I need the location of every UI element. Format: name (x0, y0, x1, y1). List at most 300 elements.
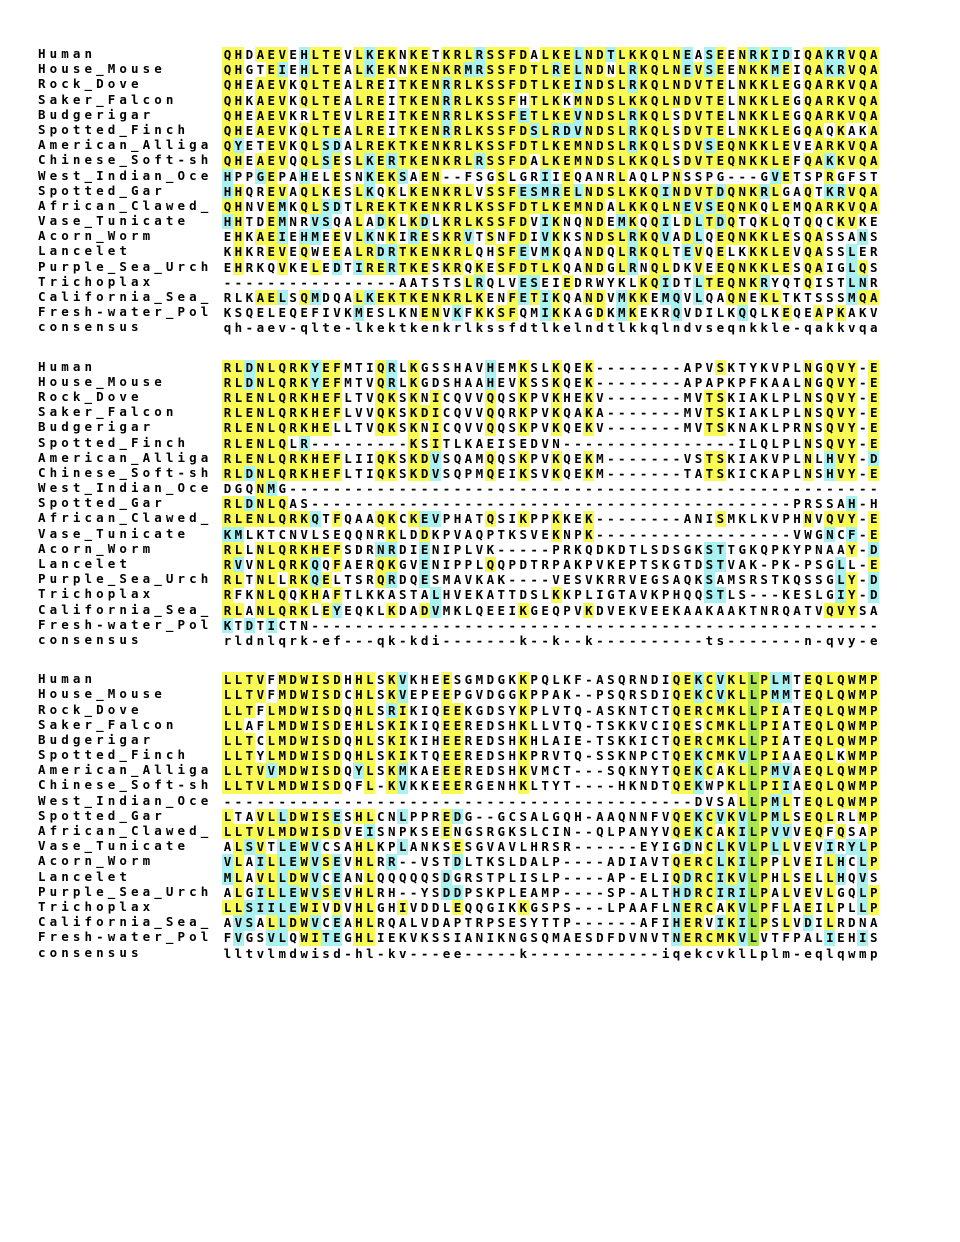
residue-cell: I (738, 915, 747, 931)
residue-cell: E (267, 92, 276, 108)
residue-cell: Q (826, 122, 834, 138)
residue-cell: K (442, 198, 451, 214)
residue-cell: R (223, 602, 232, 618)
residue-cell: S (815, 557, 823, 572)
residue-cell: S (607, 687, 615, 703)
alignment-row (38, 914, 879, 929)
sequence-name: Chinese_Soft-sh (38, 152, 213, 168)
residue-cell: K (366, 153, 374, 169)
residue-cell: L (267, 541, 276, 557)
residue-cell: V (694, 198, 703, 214)
residue-cell: H (837, 869, 845, 885)
alignment-row (38, 541, 879, 556)
residue-cell: T (245, 763, 254, 779)
residue-cell: D (289, 702, 297, 718)
residue-cell: V (398, 672, 407, 688)
residue-cell: H (234, 47, 243, 62)
residue-cell: S (431, 572, 440, 588)
alignment-row (38, 359, 879, 374)
residue-cell: S (694, 717, 703, 733)
residue-cell: V (398, 778, 407, 794)
residue-cell: - (694, 435, 703, 451)
residue-cell: K (552, 374, 560, 390)
residue-cell: Q (858, 153, 867, 169)
residue-cell: - (628, 884, 637, 900)
residue-cell: R (366, 122, 374, 138)
residue-cell: N (804, 405, 812, 421)
residue-cell: e (563, 320, 571, 336)
residue-cell: E (267, 290, 276, 305)
residue-cell: R (289, 572, 297, 588)
residue-cell: V (848, 183, 856, 199)
sequence-residues (222, 884, 879, 899)
residue-cell: - (563, 496, 571, 512)
residue-cell: - (858, 572, 867, 588)
residue-cell: l (366, 945, 374, 961)
residue-cell: - (628, 450, 637, 466)
residue-cell: Q (760, 541, 768, 557)
residue-cell: T (705, 420, 714, 436)
residue-cell: V (508, 274, 517, 290)
residue-cell: L (234, 899, 243, 915)
residue-cell: D (596, 229, 604, 245)
residue-cell: S (552, 839, 560, 855)
residue-cell: L (749, 435, 757, 451)
residue-cell: - (672, 435, 681, 451)
residue-cell: M (596, 465, 604, 481)
residue-cell: S (607, 732, 615, 748)
residue-cell: I (431, 435, 440, 451)
residue-cell: v (848, 320, 856, 336)
residue-cell: - (398, 435, 407, 451)
residue-cell: A (716, 290, 725, 305)
residue-cell: - (388, 274, 396, 290)
residue-cell: Q (826, 359, 834, 375)
residue-cell: - (311, 274, 319, 290)
residue-cell: Q (804, 214, 812, 230)
residue-cell: - (716, 526, 725, 542)
residue-cell: R (388, 259, 396, 275)
residue-cell: L (618, 138, 626, 154)
residue-cell: T (256, 62, 265, 78)
residue-cell: I (398, 717, 407, 733)
residue-cell: M (475, 450, 484, 466)
residue-cell: H (234, 77, 243, 93)
residue-cell: P (815, 168, 823, 184)
residue-cell: - (585, 808, 593, 824)
residue-cell: V (793, 915, 801, 931)
residue-cell: K (727, 305, 736, 321)
residue-cell: P (869, 702, 878, 718)
residue-cell: V (837, 374, 845, 390)
residue-cell: V (234, 557, 243, 572)
residue-cell: T (793, 168, 801, 184)
residue-cell: - (618, 617, 626, 633)
residue-cell: K (508, 526, 517, 542)
residue-cell: c (705, 945, 714, 961)
residue-cell: D (245, 617, 254, 633)
residue-cell: K (826, 153, 834, 169)
residue-cell: d (333, 945, 341, 961)
residue-cell: L (267, 450, 276, 466)
residue-cell: V (683, 290, 692, 305)
residue-cell: - (683, 526, 692, 542)
residue-cell: I (311, 702, 319, 718)
residue-cell: Q (804, 122, 812, 138)
residue-cell: I (738, 435, 747, 451)
residue-cell: S (596, 748, 604, 764)
residue-cell: l (738, 945, 747, 961)
residue-cell: N (431, 305, 440, 321)
residue-cell: R (464, 717, 473, 733)
residue-cell: E (333, 930, 341, 946)
residue-cell: E (355, 557, 363, 572)
residue-cell: P (760, 915, 768, 931)
residue-cell: W (848, 763, 856, 779)
residue-cell: t (530, 320, 538, 336)
residue-cell: F (749, 374, 757, 390)
residue-cell: S (793, 869, 801, 885)
residue-cell: P (530, 511, 538, 527)
residue-cell: L (267, 808, 276, 824)
residue-cell: K (628, 183, 637, 199)
residue-cell: L (355, 153, 363, 169)
residue-cell: L (738, 717, 747, 733)
residue-cell: L (749, 915, 757, 931)
alignment-row (38, 198, 879, 213)
residue-cell: K (749, 541, 757, 557)
residue-cell: - (618, 793, 626, 809)
residue-cell: S (672, 153, 681, 169)
residue-cell: M (858, 748, 867, 764)
residue-cell: S (672, 138, 681, 154)
residue-cell: L (858, 884, 867, 900)
residue-cell: - (585, 945, 593, 961)
residue-cell: E (333, 526, 341, 542)
residue-cell: G (837, 884, 845, 900)
residue-cell: - (858, 557, 867, 572)
residue-cell: - (585, 481, 593, 497)
residue-cell: L (355, 47, 363, 62)
residue-cell: S (497, 62, 506, 78)
residue-cell: Q (639, 214, 648, 230)
residue-cell: L (366, 672, 374, 688)
residue-cell: - (858, 541, 867, 557)
residue-cell: - (683, 632, 692, 648)
residue-cell: - (650, 435, 659, 451)
residue-cell: G (607, 587, 615, 603)
residue-cell: E (563, 572, 571, 588)
residue-cell: V (431, 465, 440, 481)
residue-cell: N (639, 763, 648, 779)
residue-cell: Q (278, 511, 286, 527)
residue-cell: L (618, 107, 626, 123)
residue-cell: K (519, 899, 527, 915)
residue-cell: R (453, 77, 462, 93)
residue-cell: K (431, 526, 440, 542)
residue-cell: K (388, 526, 396, 542)
residue-cell: E (355, 824, 363, 839)
residue-cell: - (585, 915, 593, 931)
residue-cell: - (639, 389, 648, 405)
residue-cell: K (388, 778, 396, 794)
residue-cell: M (716, 702, 725, 718)
residue-cell: E (267, 229, 276, 245)
residue-cell: F (508, 47, 517, 62)
residue-cell: L (267, 305, 276, 321)
residue-cell: E (333, 884, 341, 900)
residue-cell: E (782, 62, 790, 78)
residue-cell: N (672, 930, 681, 946)
residue-cell: E (869, 465, 878, 481)
residue-cell: N (672, 47, 681, 62)
residue-cell: Q (574, 717, 582, 733)
residue-cell: H (442, 587, 451, 603)
residue-cell: M (782, 687, 790, 703)
residue-cell: S (344, 168, 352, 184)
residue-cell: Q (826, 405, 834, 421)
residue-cell: V (267, 763, 276, 779)
residue-cell: L (464, 77, 473, 93)
residue-cell: - (782, 496, 790, 512)
residue-cell: - (661, 526, 670, 542)
residue-cell: K (409, 465, 418, 481)
residue-cell: - (672, 511, 681, 527)
residue-cell: L (267, 824, 276, 839)
residue-cell: N (672, 168, 681, 184)
residue-cell: S (607, 138, 615, 154)
residue-cell: - (289, 320, 297, 336)
residue-cell: L (366, 702, 374, 718)
residue-cell: V (716, 808, 725, 824)
residue-cell: N (256, 450, 265, 466)
alignment-row (38, 702, 879, 717)
residue-cell: N (563, 526, 571, 542)
residue-cell: I (398, 702, 407, 718)
residue-cell: D (289, 748, 297, 764)
residue-cell: R (552, 62, 560, 78)
residue-cell: K (388, 183, 396, 199)
residue-cell: M (858, 763, 867, 779)
residue-cell: E (683, 763, 692, 779)
residue-cell: Q (804, 153, 812, 169)
residue-cell: I (420, 717, 429, 733)
residue-cell: D (355, 541, 363, 557)
residue-cell: W (300, 869, 308, 885)
residue-cell: T (497, 526, 506, 542)
residue-cell: L (541, 359, 549, 375)
residue-cell: - (552, 617, 560, 633)
residue-cell: V (793, 854, 801, 870)
residue-cell: - (486, 808, 495, 824)
sequence-residues (222, 122, 879, 137)
residue-cell: - (377, 945, 385, 961)
residue-cell: R (223, 290, 232, 305)
consensus-row (38, 632, 879, 647)
sequence-residues (222, 46, 879, 61)
residue-cell: E (442, 748, 451, 764)
residue-cell: N (256, 511, 265, 527)
consensus-row (38, 945, 879, 960)
residue-cell: Q (650, 92, 659, 108)
residue-cell: E (804, 763, 812, 779)
residue-cell: Q (574, 214, 582, 230)
residue-cell: - (585, 732, 593, 748)
residue-cell: V (694, 107, 703, 123)
residue-cell: L (355, 244, 363, 260)
residue-cell: W (300, 915, 308, 931)
residue-cell: - (618, 359, 626, 375)
residue-cell: D (683, 869, 692, 885)
residue-cell: A (607, 198, 615, 214)
residue-cell: A (245, 808, 254, 824)
residue-cell: Q (815, 717, 823, 733)
residue-cell: P (530, 405, 538, 421)
residue-cell: A (223, 884, 232, 900)
residue-cell: L (234, 854, 243, 870)
residue-cell: G (716, 168, 725, 184)
residue-cell: E (475, 763, 484, 779)
residue-cell: - (508, 617, 517, 633)
residue-cell: V (366, 374, 374, 390)
residue-cell: R (453, 153, 462, 169)
residue-cell: R (552, 122, 560, 138)
residue-cell: - (388, 481, 396, 497)
residue-cell: P (464, 557, 473, 572)
residue-cell: - (596, 617, 604, 633)
residue-cell: I (738, 405, 747, 421)
sequence-residues (222, 732, 879, 747)
residue-cell: T (596, 717, 604, 733)
residue-cell: M (278, 717, 286, 733)
residue-cell: L (727, 122, 736, 138)
residue-cell: E (333, 854, 341, 870)
residue-cell: L (431, 214, 440, 230)
residue-cell: V (366, 405, 374, 421)
residue-cell: L (815, 587, 823, 603)
residue-cell: - (683, 793, 692, 809)
residue-cell: - (639, 511, 648, 527)
residue-cell: E (716, 62, 725, 78)
residue-cell: S (672, 122, 681, 138)
residue-cell: A (782, 717, 790, 733)
residue-cell: I (771, 702, 779, 718)
residue-cell: L (782, 884, 790, 900)
residue-cell: K (552, 47, 560, 62)
residue-cell: F (355, 778, 363, 794)
residue-cell: R (289, 420, 297, 436)
residue-cell: Q (585, 541, 593, 557)
residue-cell: V (256, 778, 265, 794)
residue-cell: Q (694, 587, 703, 603)
residue-cell: - (486, 617, 495, 633)
residue-cell: K (760, 153, 768, 169)
residue-cell: I (661, 214, 670, 230)
residue-cell: L (727, 244, 736, 260)
residue-cell: V (793, 526, 801, 542)
residue-cell: A (869, 290, 878, 305)
residue-cell: - (442, 617, 451, 633)
residue-cell: H (300, 62, 308, 78)
residue-cell: Q (453, 389, 462, 405)
residue-cell: S (497, 47, 506, 62)
residue-cell: Q (464, 899, 473, 915)
residue-cell: L (661, 122, 670, 138)
residue-cell: - (628, 374, 637, 390)
sequence-name: Vase_Tunicate (38, 525, 190, 541)
residue-cell: E (344, 602, 352, 618)
residue-cell: - (530, 496, 538, 512)
residue-cell: A (826, 541, 834, 557)
residue-cell: K (727, 839, 736, 855)
residue-cell: F (650, 899, 659, 915)
residue-cell: L (366, 884, 374, 900)
residue-cell: - (672, 632, 681, 648)
residue-cell: E (574, 420, 582, 436)
residue-cell: - (683, 617, 692, 633)
residue-cell: K (749, 244, 757, 260)
residue-cell: E (563, 77, 571, 93)
residue-cell: E (442, 717, 451, 733)
residue-cell: L (234, 572, 243, 588)
residue-cell: M (858, 702, 867, 718)
residue-cell: M (541, 884, 549, 900)
residue-cell: H (508, 778, 517, 794)
residue-cell: Q (377, 465, 385, 481)
residue-cell: L (749, 839, 757, 855)
residue-cell: K (409, 107, 418, 123)
residue-cell: D (804, 915, 812, 931)
residue-cell: D (453, 808, 462, 824)
residue-cell: F (311, 305, 319, 321)
residue-cell: - (607, 915, 615, 931)
residue-cell: F (333, 511, 341, 527)
residue-cell: Y (256, 748, 265, 764)
residue-cell: S (497, 305, 506, 321)
residue-cell: S (705, 572, 714, 588)
residue-cell: Y (848, 587, 856, 603)
residue-cell: - (705, 435, 714, 451)
residue-cell: - (628, 617, 637, 633)
residue-cell: T (322, 511, 330, 527)
residue-cell: S (497, 511, 506, 527)
residue-cell: K (760, 259, 768, 275)
residue-cell: S (344, 153, 352, 169)
sequence-name: American_Alliga (38, 762, 213, 778)
residue-cell: S (322, 702, 330, 718)
residue-cell: E (574, 374, 582, 390)
residue-cell: D (333, 672, 341, 688)
residue-cell: V (771, 511, 779, 527)
residue-cell: P (869, 732, 878, 748)
residue-cell: - (563, 884, 571, 900)
residue-cell: P (530, 450, 538, 466)
residue-cell: - (344, 274, 352, 290)
residue-cell: A (322, 587, 330, 603)
residue-cell: E (267, 168, 276, 184)
residue-cell: q (837, 945, 845, 961)
residue-cell: R (563, 839, 571, 855)
residue-cell: I (311, 930, 319, 946)
residue-cell: R (453, 183, 462, 199)
residue-cell: Q (826, 389, 834, 405)
residue-cell: K (300, 602, 308, 618)
residue-cell: W (804, 526, 812, 542)
residue-cell: L (618, 62, 626, 78)
residue-cell: K (694, 541, 703, 557)
residue-cell: L (749, 511, 757, 527)
residue-cell: G (793, 77, 801, 93)
